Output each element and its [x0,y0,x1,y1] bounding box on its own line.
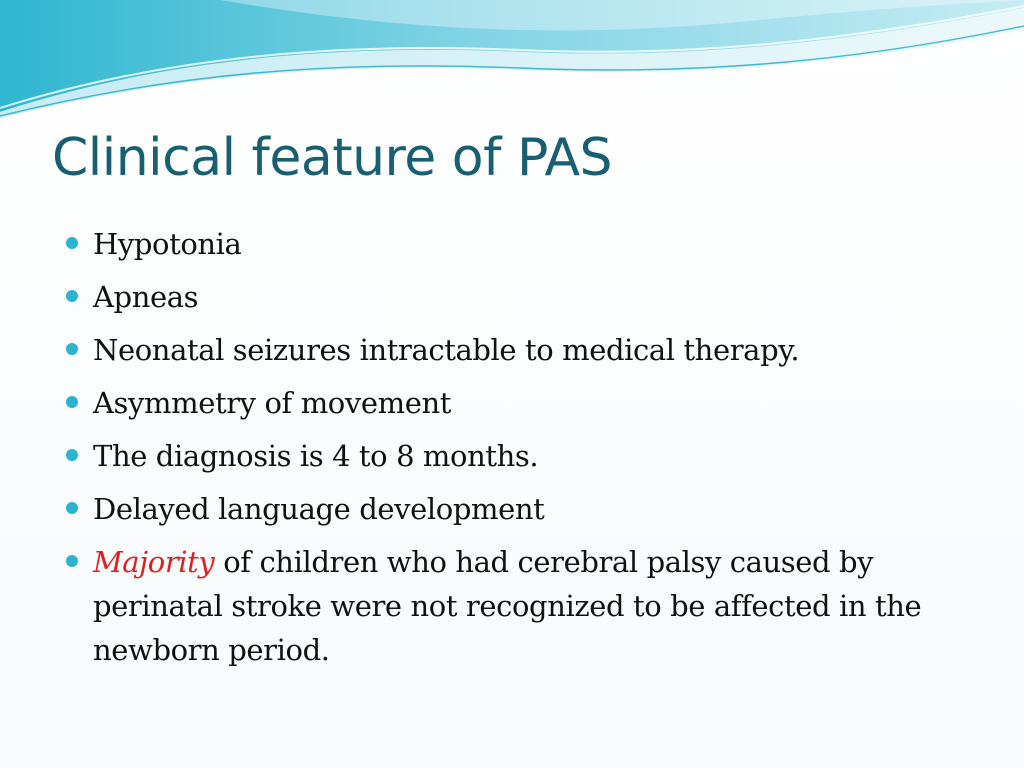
bullet-dot-icon [66,343,78,355]
bullet-dot-icon [66,502,78,514]
bullet-text-rest: of children who had cerebral palsy caused by perinatal stroke were not recognized to be affected in the newborn period. [93,545,922,667]
bullet-dot-icon [66,555,78,567]
slide-title: Clinical feature of PAS [52,128,613,188]
bullet-text: Delayed language development [93,492,545,526]
bullet-dot-icon [66,396,78,408]
header-wave-decoration [0,0,1024,130]
bullet-item [66,222,966,266]
emphasis-text: Majority [93,545,215,579]
bullet-text: Neonatal seizures intractable to medical therapy. [93,333,800,367]
bullet-text: Apneas [93,280,199,314]
bullet-item [66,434,966,478]
bullet-text: Hypotonia [93,227,242,261]
bullet-item [66,540,966,672]
bullet-dot-icon [66,237,78,249]
bullet-text: The diagnosis is 4 to 8 months. [93,439,539,473]
bullet-list [66,222,966,681]
bullet-item [66,487,966,531]
bullet-item [66,381,966,425]
bullet-dot-icon [66,449,78,461]
bullet-text [93,540,966,672]
bullet-text: Asymmetry of movement [93,386,451,420]
bullet-item [66,275,966,319]
bullet-item [66,328,966,372]
bullet-dot-icon [66,290,78,302]
